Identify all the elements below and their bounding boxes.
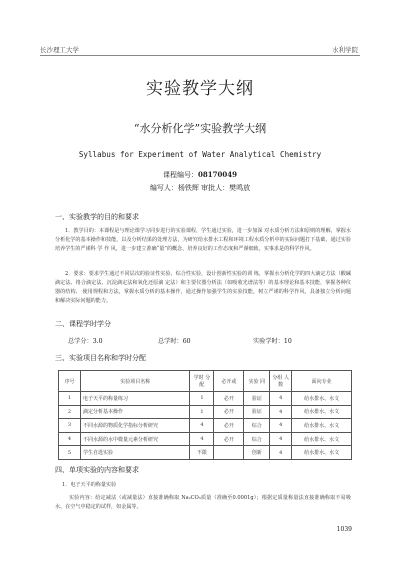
table-cell: 4	[270, 392, 292, 406]
table-cell: 必开	[214, 419, 244, 433]
col-header-major: 面向专业	[292, 371, 352, 392]
section1-heading: 一、实验教学的目的和要求	[55, 213, 139, 221]
table-cell: 4	[270, 419, 292, 433]
table-cell: 2	[59, 405, 81, 419]
col-header-group: 分组 人 数	[270, 371, 292, 392]
table-cell: 4	[59, 432, 81, 446]
table-cell: 4	[270, 405, 292, 419]
section3-heading: 三、实验项目名称和学时分配	[55, 354, 146, 362]
lab-hours: 实验学时：10	[253, 338, 292, 345]
table-cell	[214, 446, 244, 460]
table-header-row	[59, 371, 352, 392]
table-cell: 1	[59, 392, 81, 406]
col-header-name: 实验项目名称	[80, 371, 190, 392]
table-cell: 4	[190, 432, 214, 446]
table-cell: 给水排水、水文	[292, 446, 352, 460]
table-cell: 不同水源的水中微量元素分析研究	[80, 432, 190, 446]
table-cell: 4	[190, 419, 214, 433]
table-cell: 5	[59, 446, 81, 460]
table-cell: 1	[190, 392, 214, 406]
english-title: Syllabus for Experiment of Water Analytical Chemistry	[78, 150, 322, 159]
table-cell: 电子天平的称量练习	[80, 392, 190, 406]
table-cell: 给水排水、水文	[292, 419, 352, 433]
course-code-value: 08170049	[198, 170, 237, 179]
experiment-table	[58, 370, 352, 460]
table-row	[59, 392, 352, 406]
table-cell: 必开	[214, 392, 244, 406]
total-credits: 总学分：3.0	[68, 338, 103, 345]
table-cell: 必开	[214, 432, 244, 446]
table-cell: 综合	[244, 419, 270, 433]
col-header-index: 序号	[59, 371, 81, 392]
document-title: 实验教学大纲	[146, 79, 254, 99]
col-header-required: 必开或	[214, 371, 244, 392]
section4-heading: 四、单项实验的内容和要求	[55, 466, 139, 474]
table-cell: 必开	[214, 405, 244, 419]
table-cell: 创新	[244, 446, 270, 460]
table-cell: 验证	[244, 392, 270, 406]
course-code	[0, 170, 400, 180]
table-row	[59, 432, 352, 446]
header-right: 水利学院	[332, 46, 358, 54]
section1-purpose: 1．教学目的：本课程是与理论课学习同步进行的实验课程，学生通过实验，进一步加深 对水质分析方法和原则的理解，掌握水分析化学的基本操作和技能，以及分析结果的处理方法，为研究给水排水工程和环境工程水质分析中的实际问题打下基础，通过实验培养学生的严谨科 学 作 风，进一步建立准确“量”的概念，培养良好的工作态度和严谨细致，实事求是的科学作风。	[55, 228, 351, 252]
table-cell: 给水排水、水文	[292, 392, 352, 406]
table-cell: 滴定分析基本操作	[80, 405, 190, 419]
col-header-type: 实验 同	[244, 371, 270, 392]
table-cell: 给水排水、水文	[292, 432, 352, 446]
table-cell: 给水排水、水文	[292, 405, 352, 419]
table-row	[59, 446, 352, 460]
section4-item: 1．电子天平的称量实验	[62, 482, 117, 488]
table-cell: 验证	[244, 405, 270, 419]
authors-line: 编写人：杨铁辉 审批人：樊鸣放	[149, 184, 251, 192]
section4-content: 实验内容：给定减法（或减量法）直接准确称取 Na₂CO₃质量（准确至0.0001g）；根据定质量称量法直接准确称取不易吸水、在空气中稳定的试样，如金属等。	[55, 495, 351, 510]
section1-requirements: 2．要求：要求学生通过不同层次的验证性实验、综合性实验，设计创新性实验的训 练，掌握水分析化学的四大滴定方法（酸碱滴定法、络合滴定法、沉淀滴定法和氧化还原滴 定法）和主要仪器分析法（如吸收光谱法等）的基本理论和基本技能，掌握各种仪器的结构、 使用规程和方法，掌握水质分析的基本操作，通过操作加强学生的实验技能，树立严谨的科学作风，具备独立分析问题和解决实际问题的能力。	[55, 271, 351, 304]
col-header-hours: 学时 分 配	[190, 371, 214, 392]
course-code-label: 课程编号：	[163, 171, 199, 179]
header-divider	[40, 55, 360, 56]
page-number: 1039	[336, 526, 352, 533]
table-cell: 不同水源的物质化学指标分析研究	[80, 419, 190, 433]
table-cell: 3	[59, 419, 81, 433]
header-left: 长沙理工大学	[40, 46, 79, 54]
table-cell: 4	[270, 432, 292, 446]
table-cell: 综合	[244, 432, 270, 446]
table-cell: 不限	[190, 446, 214, 460]
section2-heading: 二、课程学时学分	[55, 320, 111, 328]
table-cell: 学生自选实验	[80, 446, 190, 460]
table-row	[59, 419, 352, 433]
table-cell: 1	[190, 405, 214, 419]
table-cell: 4	[270, 446, 292, 460]
syllabus-title: “水分析化学”实验教学大纲	[133, 122, 267, 135]
total-hours: 总学时：60	[158, 338, 191, 345]
table-row	[59, 405, 352, 419]
